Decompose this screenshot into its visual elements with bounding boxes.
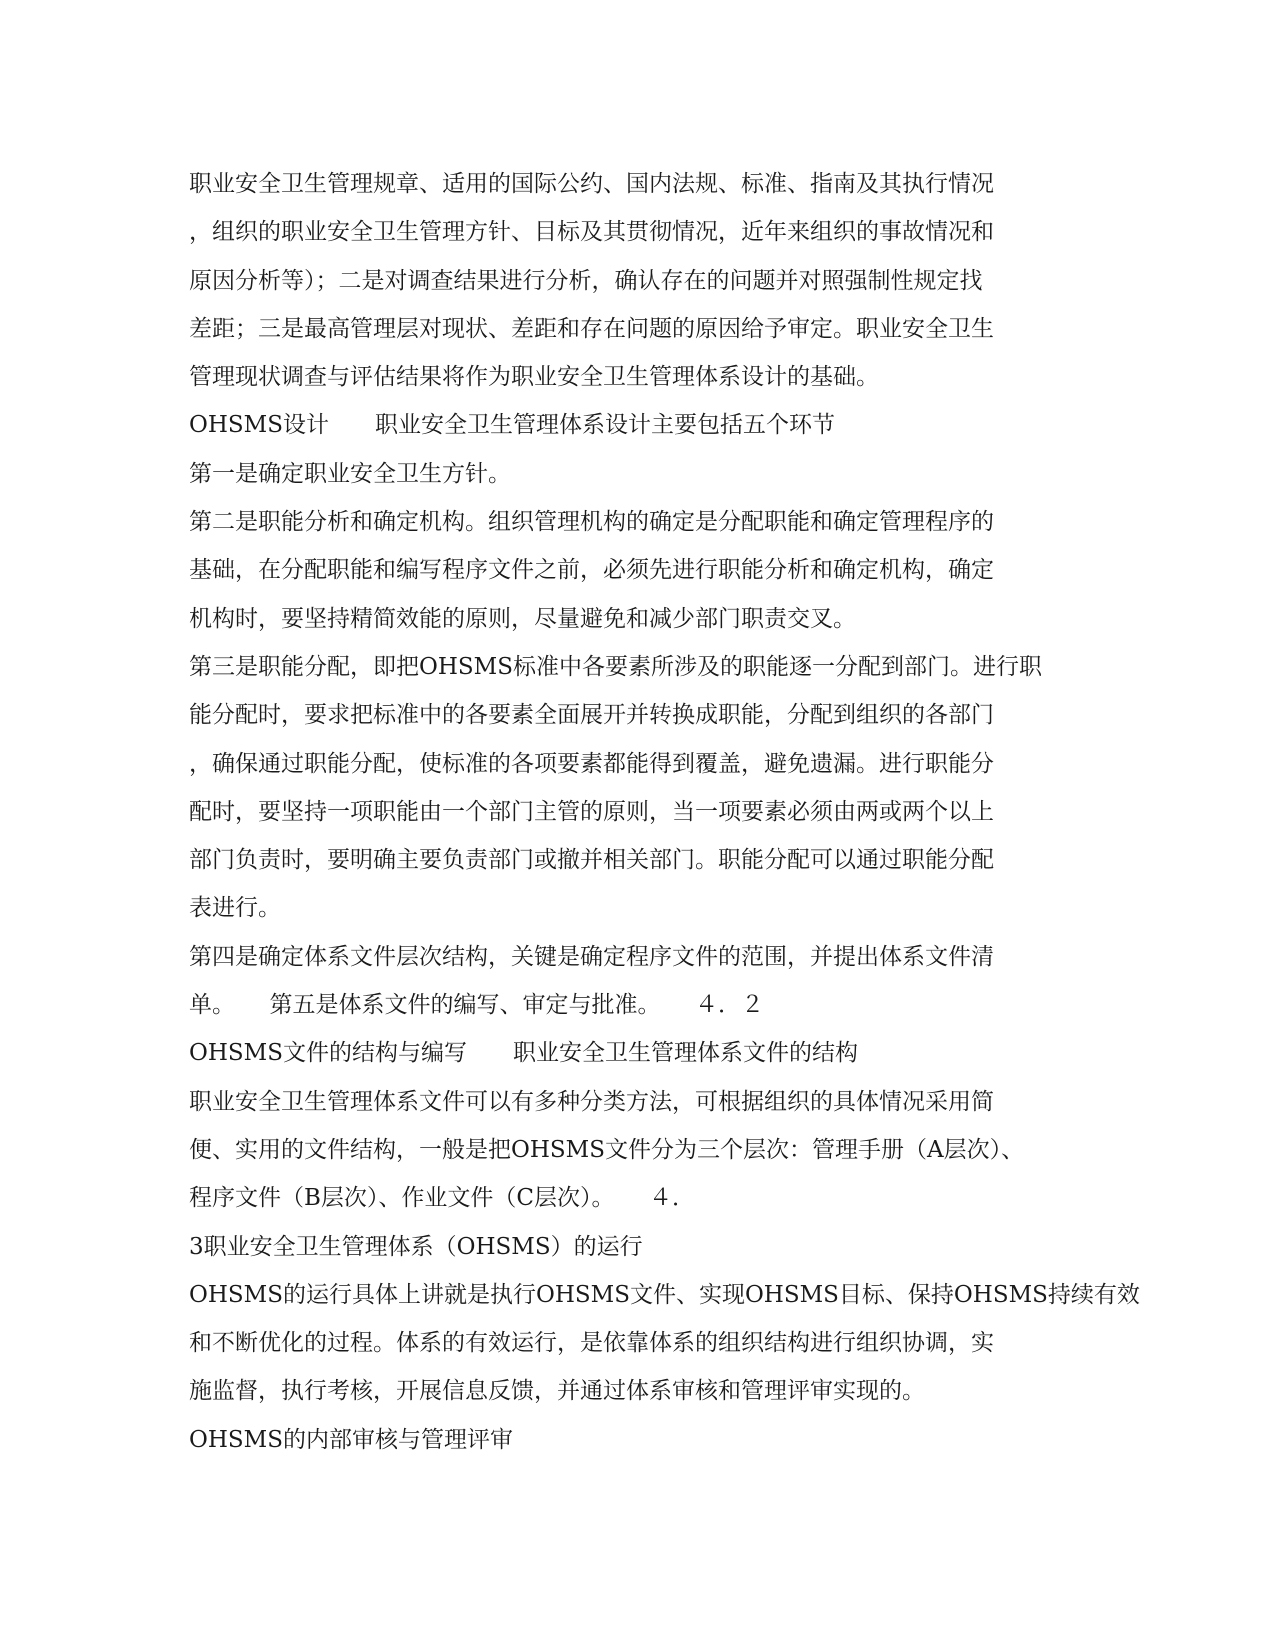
text-line: 施监督，执行考核，开展信息反馈，并通过体系审核和管理评审实现的。: [189, 1378, 925, 1405]
body-text: [189, 160, 1140, 1464]
text-line: 第二是职能分析和确定机构。组织管理机构的确定是分配职能和确定管理程序的: [189, 509, 994, 536]
text-line: 机构时，要坚持精简效能的原则，尽量避免和减少部门职责交叉。: [189, 605, 856, 632]
section-heading-line: OHSMS设计 职业安全卫生管理体系设计主要包括五个环节: [189, 412, 835, 439]
section-heading-line: OHSMS的内部审核与管理评审: [189, 1426, 513, 1453]
text-line: ，确保通过职能分配，使标准的各项要素都能得到覆盖，避免遗漏。进行职能分: [189, 750, 994, 777]
text-line: 部门负责时，要明确主要负责部门或撤并相关部门。职能分配可以通过职能分配: [189, 847, 994, 874]
text-line: ，组织的职业安全卫生管理方针、目标及其贯彻情况，近年来组织的事故情况和: [189, 219, 994, 246]
text-line: 第三是职能分配，即把OHSMS标准中各要素所涉及的职能逐一分配到部门。进行职: [189, 653, 1042, 680]
text-line: 便、实用的文件结构，一般是把OHSMS文件分为三个层次：管理手册（A层次）、: [189, 1136, 1025, 1163]
text-line: 程序文件（B层次）、作业文件（C层次）。 ４．: [189, 1185, 695, 1212]
text-line: 原因分析等）；二是对调查结果进行分析，确认存在的问题并对照强制性规定找: [189, 267, 983, 294]
section-heading-line: OHSMS文件的结构与编写 职业安全卫生管理体系文件的结构: [189, 1040, 858, 1067]
text-line: OHSMS的运行具体上讲就是执行OHSMS文件、实现OHSMS目标、保持OHSMS持续有效: [189, 1281, 1140, 1308]
text-line: 职业安全卫生管理体系文件可以有多种分类方法，可根据组织的具体情况采用简: [189, 1088, 994, 1115]
text-line: 职业安全卫生管理规章、适用的国际公约、国内法规、标准、指南及其执行情况: [189, 171, 994, 197]
text-line: 第四是确定体系文件层次结构，关键是确定程序文件的范围，并提出体系文件清: [189, 943, 994, 970]
section-heading-line: 3职业安全卫生管理体系（OHSMS）的运行: [189, 1233, 643, 1260]
text-line: 和不断优化的过程。体系的有效运行，是依靠体系的组织结构进行组织协调，实: [189, 1330, 994, 1357]
text-line: 表进行。: [189, 895, 281, 922]
text-line: 管理现状调查与评估结果将作为职业安全卫生管理体系设计的基础。: [189, 364, 879, 391]
text-line: 配时，要坚持一项职能由一个部门主管的原则，当一项要素必须由两或两个以上: [189, 798, 994, 825]
text-line: 基础，在分配职能和编写程序文件之前，必须先进行职能分析和确定机构，确定: [189, 557, 994, 584]
text-line: 能分配时，要求把标准中的各要素全面展开并转换成职能，分配到组织的各部门: [189, 702, 994, 729]
text-line: 第一是确定职业安全卫生方针。: [189, 460, 511, 487]
text-line: 单。 第五是体系文件的编写、审定与批准。 ４．２: [189, 992, 764, 1019]
text-line: 差距；三是最高管理层对现状、差距和存在问题的原因给予审定。职业安全卫生: [189, 315, 994, 342]
